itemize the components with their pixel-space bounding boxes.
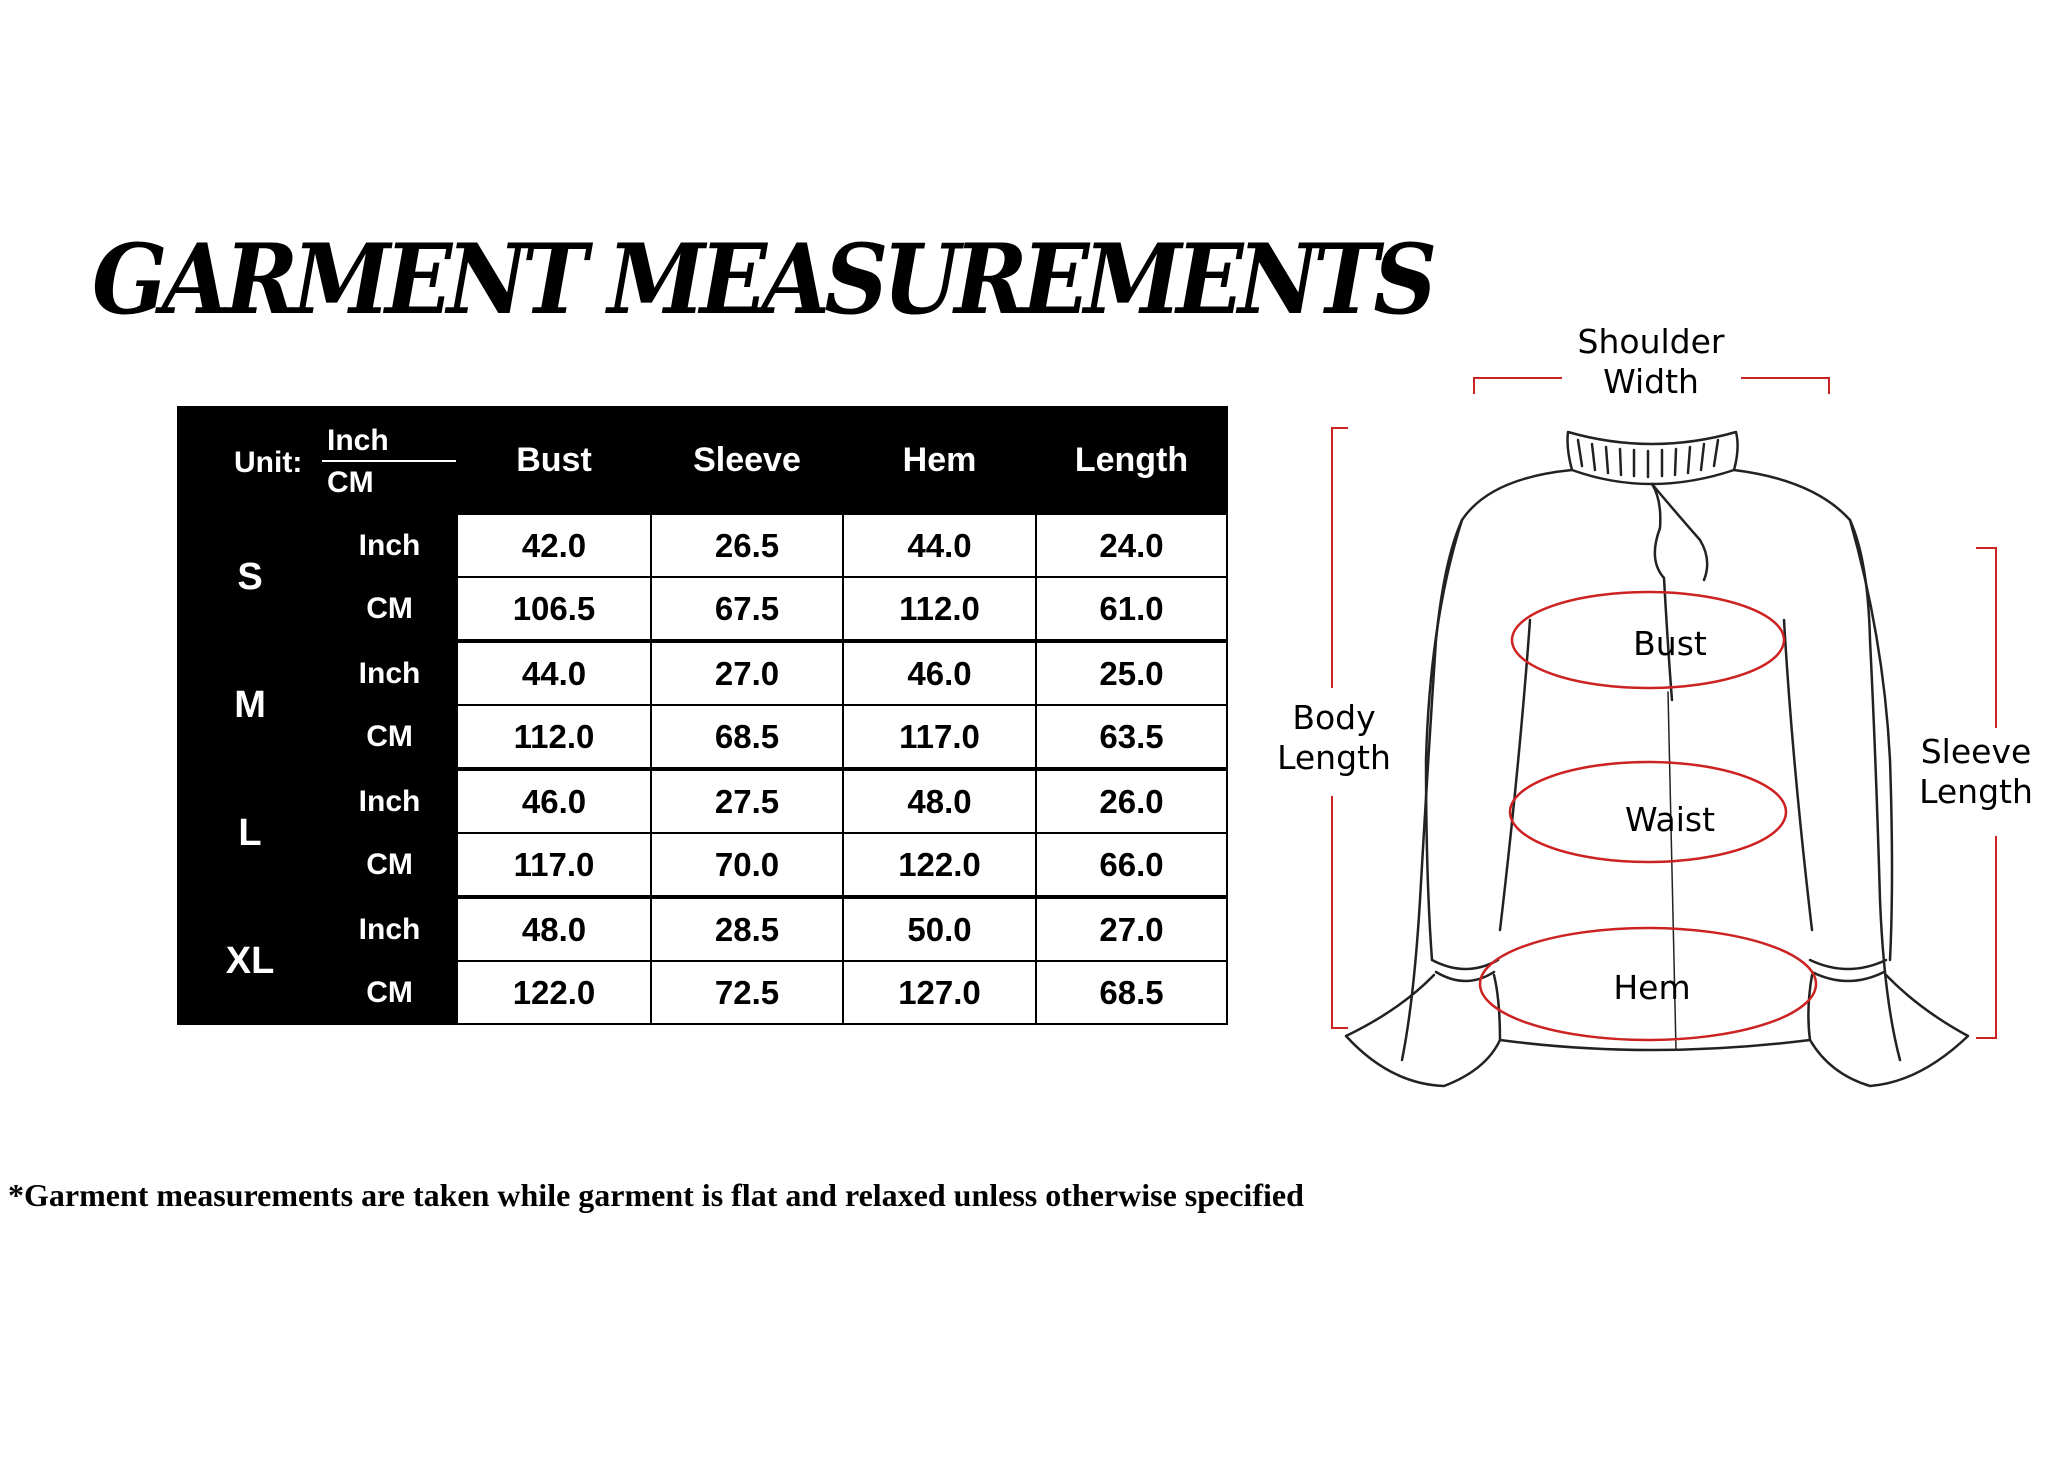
sleeve-length-bracket-bottom bbox=[1976, 836, 1996, 1038]
value-cell: 42.0 bbox=[457, 514, 651, 577]
value-cell: 46.0 bbox=[843, 641, 1036, 705]
right-body-side bbox=[1734, 470, 1900, 1060]
hem-line bbox=[1500, 1040, 1810, 1050]
unit-header bbox=[178, 407, 457, 514]
table-row bbox=[178, 769, 1227, 833]
page-title: GARMENT MEASUREMENTS bbox=[92, 223, 1432, 336]
bust-label: Bust bbox=[1633, 624, 1707, 663]
sleeve-length-bracket-top bbox=[1976, 548, 1996, 728]
neck-tie bbox=[1652, 484, 1707, 700]
column-header-length: Length bbox=[1036, 407, 1227, 514]
unit-cell: CM bbox=[322, 577, 457, 641]
shoulder-width-bracket-right bbox=[1741, 378, 1829, 394]
body-length-label bbox=[1256, 698, 1412, 777]
table-header-row bbox=[178, 407, 1227, 514]
right-bell-flare bbox=[1808, 975, 1968, 1086]
shoulder-width-label-line2: Width bbox=[1603, 361, 1699, 401]
value-cell: 27.0 bbox=[1036, 897, 1227, 961]
body-length-bracket-bottom bbox=[1332, 796, 1348, 1028]
table-row bbox=[178, 577, 1227, 641]
value-cell: 27.0 bbox=[651, 641, 843, 705]
footnote: *Garment measurements are taken while garment is flat and relaxed unless otherwise specified bbox=[8, 1177, 1304, 1213]
value-cell: 106.5 bbox=[457, 577, 651, 641]
value-cell: 26.0 bbox=[1036, 769, 1227, 833]
value-cell: 44.0 bbox=[843, 514, 1036, 577]
unit-cell: Inch bbox=[322, 769, 457, 833]
value-cell: 25.0 bbox=[1036, 641, 1227, 705]
shoulder-width-label bbox=[1548, 322, 1754, 401]
unit-cell: Inch bbox=[322, 897, 457, 961]
value-cell: 127.0 bbox=[843, 961, 1036, 1024]
value-cell: 48.0 bbox=[843, 769, 1036, 833]
left-inner-seam bbox=[1500, 620, 1530, 930]
body-length-label-line1: Body bbox=[1292, 698, 1376, 737]
left-sleeve-outer bbox=[1426, 520, 1462, 960]
value-cell: 122.0 bbox=[843, 833, 1036, 897]
hem-label: Hem bbox=[1613, 968, 1691, 1007]
sleeve-length-label-line2: Length bbox=[1919, 771, 2033, 811]
left-body-side bbox=[1402, 470, 1572, 1060]
column-header-bust: Bust bbox=[457, 407, 651, 514]
value-cell: 112.0 bbox=[457, 705, 651, 769]
size-chart-table bbox=[177, 406, 1228, 1025]
right-sleeve-outer bbox=[1850, 520, 1892, 960]
size-label: XL bbox=[178, 897, 322, 1024]
unit-divider bbox=[322, 460, 456, 462]
value-cell: 70.0 bbox=[651, 833, 843, 897]
unit-inch-label: Inch bbox=[327, 424, 389, 457]
value-cell: 28.5 bbox=[651, 897, 843, 961]
unit-cell: CM bbox=[322, 705, 457, 769]
column-header-hem: Hem bbox=[843, 407, 1036, 514]
unit-cell: Inch bbox=[322, 514, 457, 577]
body-length-bracket-top bbox=[1332, 428, 1348, 688]
value-cell: 66.0 bbox=[1036, 833, 1227, 897]
value-cell: 46.0 bbox=[457, 769, 651, 833]
value-cell: 117.0 bbox=[457, 833, 651, 897]
value-cell: 50.0 bbox=[843, 897, 1036, 961]
table-row bbox=[178, 897, 1227, 961]
value-cell: 61.0 bbox=[1036, 577, 1227, 641]
size-label: L bbox=[178, 769, 322, 897]
unit-label: Unit: bbox=[234, 446, 303, 479]
right-inner-seam bbox=[1784, 620, 1812, 930]
value-cell: 67.5 bbox=[651, 577, 843, 641]
unit-cell: CM bbox=[322, 833, 457, 897]
unit-cm-label: CM bbox=[327, 466, 374, 499]
value-cell: 63.5 bbox=[1036, 705, 1227, 769]
table-row bbox=[178, 961, 1227, 1024]
waist-label: Waist bbox=[1624, 800, 1716, 839]
left-bell-flare bbox=[1346, 975, 1500, 1086]
size-label: M bbox=[178, 641, 322, 769]
value-cell: 117.0 bbox=[843, 705, 1036, 769]
left-cuff bbox=[1432, 960, 1498, 981]
value-cell: 72.5 bbox=[651, 961, 843, 1024]
measurement-guides bbox=[1332, 378, 1996, 1038]
size-label: S bbox=[178, 514, 322, 641]
table-row bbox=[178, 833, 1227, 897]
table-row bbox=[178, 705, 1227, 769]
neck-ruffle bbox=[1568, 432, 1738, 484]
unit-cell: CM bbox=[322, 961, 457, 1024]
sleeve-length-label-line1: Sleeve bbox=[1920, 732, 2032, 771]
column-header-sleeve: Sleeve bbox=[651, 407, 843, 514]
value-cell: 48.0 bbox=[457, 897, 651, 961]
value-cell: 122.0 bbox=[457, 961, 651, 1024]
shoulder-width-label-line1: Shoulder bbox=[1577, 322, 1725, 361]
value-cell: 68.5 bbox=[651, 705, 843, 769]
value-cell: 44.0 bbox=[457, 641, 651, 705]
value-cell: 24.0 bbox=[1036, 514, 1227, 577]
right-cuff bbox=[1810, 960, 1886, 981]
value-cell: 27.5 bbox=[651, 769, 843, 833]
table-row bbox=[178, 641, 1227, 705]
value-cell: 112.0 bbox=[843, 577, 1036, 641]
value-cell: 68.5 bbox=[1036, 961, 1227, 1024]
body-length-label-line2: Length bbox=[1277, 737, 1391, 777]
value-cell: 26.5 bbox=[651, 514, 843, 577]
sleeve-length-label bbox=[1906, 732, 2046, 811]
unit-cell: Inch bbox=[322, 641, 457, 705]
table-row bbox=[178, 514, 1227, 577]
